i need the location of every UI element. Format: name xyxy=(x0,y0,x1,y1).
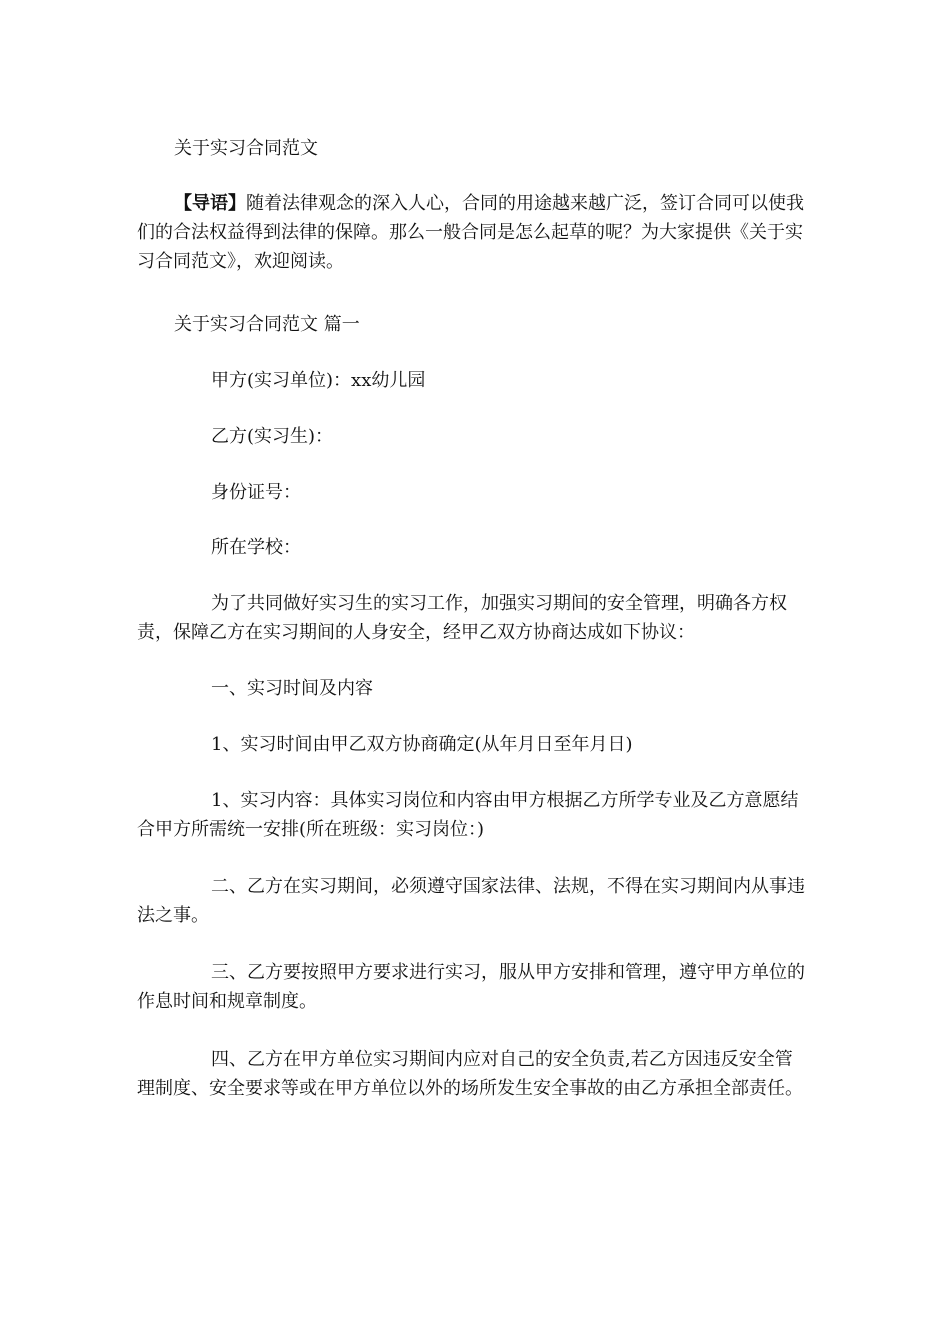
party-a-line: 甲方(实习单位)：xx幼儿园 xyxy=(211,370,426,391)
clause-1-2: 1、实习内容：具体实习岗位和内容由甲方根据乙方所学专业及乙方意愿结合甲方所需统一安排(所在班级：实习岗位：) xyxy=(137,790,799,840)
section-heading: 关于实习合同范文 篇一 xyxy=(174,314,360,335)
school-line: 所在学校： xyxy=(211,537,301,558)
party-b-line: 乙方(实习生)： xyxy=(211,426,334,447)
document-title: 关于实习合同范文 xyxy=(174,138,318,159)
clause-3: 三、乙方要按照甲方要求进行实习，服从甲方安排和管理，遵守甲方单位的作息时间和规章制度。 xyxy=(137,962,805,1012)
id-number-line: 身份证号： xyxy=(211,482,301,503)
clause-1-1: 1、实习时间由甲乙双方协商确定(从年月日至年月日) xyxy=(211,734,633,755)
clause-2: 二、乙方在实习期间，必须遵守国家法律、法规，不得在实习期间内从事违法之事。 xyxy=(137,876,805,926)
intro-text: 随着法律观念的深入人心，合同的用途越来越广泛，签订合同可以使我们的合法权益得到法律的保障。那么一般合同是怎么起草的呢？为大家提供《关于实习合同范文》，欢迎阅读。 xyxy=(137,193,804,272)
clause-1-title: 一、实习时间及内容 xyxy=(211,678,373,699)
intro-paragraph xyxy=(137,189,809,276)
preamble-paragraph: 为了共同做好实习生的实习工作，加强实习期间的安全管理，明确各方权责，保障乙方在实习期间的人身安全，经甲乙双方协商达成如下协议： xyxy=(137,593,787,643)
intro-label: 【导语】 xyxy=(174,193,246,214)
clause-4: 四、乙方在甲方单位实习期间内应对自己的安全负责,若乙方因违反安全管理制度、安全要求等或在甲方单位以外的场所发生安全事故的由乙方承担全部责任。 xyxy=(137,1049,803,1099)
